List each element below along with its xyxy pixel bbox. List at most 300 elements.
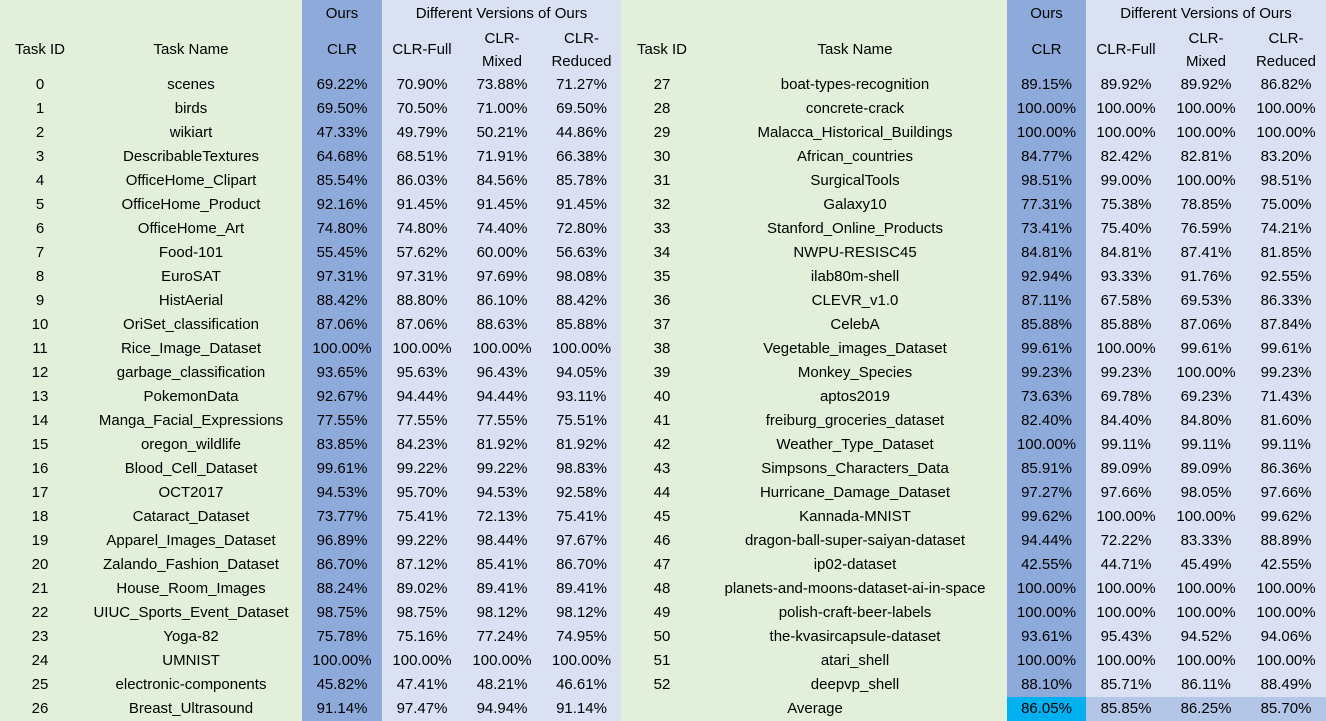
left-clr-reduced-value-cell: 92.58% xyxy=(556,484,607,501)
right-clr-mixed-value-cell: 69.53% xyxy=(1180,292,1232,309)
right-task-id-cell: 37 xyxy=(653,316,671,333)
right-clr-reduced-value-cell: 100.00% xyxy=(1256,604,1316,621)
left-clr-reduced-value-cell: 69.50% xyxy=(556,100,607,117)
right-clr-reduced-value-cell: 99.11% xyxy=(1261,436,1311,453)
left-clr-value-cell: 83.85% xyxy=(316,436,368,453)
table-row xyxy=(0,73,1326,97)
left-clr-reduced-value-cell: 98.83% xyxy=(556,460,607,477)
right-task-name-cell: NWPU-RESISC45 xyxy=(793,244,917,261)
right-clr-full-value-cell: 100.00% xyxy=(1096,508,1156,525)
right-clr-full-value-cell: 100.00% xyxy=(1096,124,1156,141)
table-row xyxy=(0,217,1326,241)
right-clr-value-cell: 93.61% xyxy=(1021,628,1072,645)
right-clr-reduced-value-cell: 74.21% xyxy=(1260,220,1312,237)
right-clr-mixed-value-cell: 86.11% xyxy=(1181,676,1231,693)
left-clr-full-value-cell: 87.12% xyxy=(396,556,448,573)
right-task-id-cell: 42 xyxy=(653,436,671,453)
left-clr-reduced-value-cell: 85.78% xyxy=(556,172,607,189)
right-clr-value-cell: 87.11% xyxy=(1021,292,1072,309)
clr-mixed-label: CLR- Mixed xyxy=(1185,29,1226,70)
left-clr-reduced-value-cell: 88.42% xyxy=(556,292,607,309)
right-task-name-cell: deepvp_shell xyxy=(810,676,900,693)
left-task-name-cell: Yoga-82 xyxy=(163,628,219,645)
table-row xyxy=(0,97,1326,121)
left-task-name-cell: UMNIST xyxy=(162,652,220,669)
table-row xyxy=(0,481,1326,505)
left-clr-full-value-cell: 49.79% xyxy=(396,124,448,141)
right-versions-group-header xyxy=(1086,0,1326,26)
right-clr-full-value-cell: 95.43% xyxy=(1100,628,1152,645)
left-clr-value-cell: 88.24% xyxy=(316,580,368,597)
left-task-id-cell: 15 xyxy=(31,436,49,453)
right-clr-mixed-value-cell: 100.00% xyxy=(1176,124,1236,141)
right-clr-mixed-value-cell: 82.81% xyxy=(1180,148,1232,165)
left-clr-full-value-cell: 95.70% xyxy=(396,484,448,501)
left-task-id-cell: 9 xyxy=(35,292,45,309)
left-task-name-cell: OfficeHome_Art xyxy=(137,220,245,237)
left-clr-mixed-value-cell: 97.69% xyxy=(476,268,528,285)
left-clr-mixed-value-cell: 71.91% xyxy=(476,148,528,165)
right-clr-full-value-cell: 100.00% xyxy=(1096,340,1156,357)
left-clr-value-cell: 100.00% xyxy=(312,340,372,357)
right-clr-value-cell: 100.00% xyxy=(1016,604,1077,621)
left-task-id-cell: 25 xyxy=(31,676,49,693)
right-clr-reduced-value-cell: 87.84% xyxy=(1260,316,1312,333)
right-clr-full-value-cell: 100.00% xyxy=(1096,604,1156,621)
left-clr-value-cell: 77.55% xyxy=(316,412,368,429)
right-clr-mixed-value-cell: 100.00% xyxy=(1176,580,1236,597)
left-task-name-cell: Zalando_Fashion_Dataset xyxy=(103,556,279,573)
average-label: Average xyxy=(787,700,843,717)
table-row xyxy=(0,649,1326,673)
left-task-id-cell: 17 xyxy=(31,484,49,501)
left-clr-mixed-header xyxy=(462,26,542,73)
right-clr-full-value-cell: 89.92% xyxy=(1100,76,1152,93)
left-clr-mixed-value-cell: 71.00% xyxy=(476,100,528,117)
table-row xyxy=(0,553,1326,577)
left-clr-full-header xyxy=(382,26,462,73)
left-clr-full-value-cell: 95.63% xyxy=(396,364,448,381)
left-clr-mixed-value-cell: 85.41% xyxy=(476,556,528,573)
left-task-id-cell: 4 xyxy=(35,172,45,189)
left-clr-full-value-cell: 86.03% xyxy=(396,172,448,189)
right-clr-header xyxy=(1007,26,1086,73)
left-clr-mixed-value-cell: 94.53% xyxy=(476,484,528,501)
right-clr-reduced-value-cell: 99.61% xyxy=(1260,340,1312,357)
left-clr-value-cell: 47.33% xyxy=(316,124,368,141)
right-clr-value-cell: 99.62% xyxy=(1021,508,1072,525)
right-task-name-cell: Weather_Type_Dataset xyxy=(776,436,934,453)
versions-group-label: Different Versions of Ours xyxy=(415,4,588,22)
right-clr-full-header xyxy=(1086,26,1166,73)
right-clr-mixed-value-cell: 99.11% xyxy=(1181,436,1231,453)
left-clr-value-cell: 97.31% xyxy=(316,268,368,285)
right-clr-full-value-cell: 100.00% xyxy=(1096,580,1156,597)
left-task-id-cell: 20 xyxy=(31,556,49,573)
left-task-name-cell: House_Room_Images xyxy=(116,580,266,597)
right-clr-full-value-cell: 72.22% xyxy=(1100,532,1152,549)
left-task-id-cell: 0 xyxy=(35,76,45,93)
left-clr-full-value-cell: 91.45% xyxy=(396,196,448,213)
left-clr-value-cell: 91.14% xyxy=(316,700,368,717)
right-task-id-cell: 44 xyxy=(653,484,671,501)
right-task-id-cell: 36 xyxy=(653,292,671,309)
right-task-id-cell: 41 xyxy=(653,412,671,429)
left-clr-value-cell: 99.61% xyxy=(316,460,368,477)
right-clr-mixed-value-cell: 89.09% xyxy=(1180,460,1232,477)
right-clr-full-value-cell: 84.81% xyxy=(1100,244,1152,261)
right-clr-reduced-value-cell: 81.85% xyxy=(1260,244,1312,261)
left-task-name-cell: Blood_Cell_Dataset xyxy=(124,460,258,477)
right-task-name-cell: Simpsons_Characters_Data xyxy=(761,460,949,477)
right-clr-value-cell: 73.41% xyxy=(1021,220,1072,237)
right-clr-mixed-value-cell: 83.33% xyxy=(1180,532,1232,549)
left-clr-reduced-value-cell: 91.45% xyxy=(556,196,607,213)
left-clr-reduced-value-cell: 97.67% xyxy=(556,532,607,549)
right-clr-reduced-value-cell: 88.89% xyxy=(1260,532,1312,549)
left-clr-header xyxy=(302,26,382,73)
right-clr-mixed-value-cell: 76.59% xyxy=(1180,220,1232,237)
right-clr-reduced-value-cell: 71.43% xyxy=(1260,388,1312,405)
right-task-id-cell: 40 xyxy=(653,388,671,405)
left-clr-mixed-value-cell: 77.55% xyxy=(476,412,528,429)
right-task-id-cell: 51 xyxy=(653,652,671,669)
right-task-name-cell: the-kvasircapsule-dataset xyxy=(769,628,941,645)
right-clr-value-cell: 100.00% xyxy=(1016,580,1077,597)
table-row xyxy=(0,169,1326,193)
right-task-id-cell: 29 xyxy=(653,124,671,141)
right-task-name-cell: dragon-ball-super-saiyan-dataset xyxy=(744,532,966,549)
left-task-id-cell: 8 xyxy=(35,268,45,285)
clr-label: CLR xyxy=(1031,41,1062,58)
left-clr-full-value-cell: 74.80% xyxy=(396,220,448,237)
left-clr-reduced-value-cell: 74.95% xyxy=(556,628,607,645)
right-clr-mixed-value-cell: 100.00% xyxy=(1176,100,1236,117)
table-row xyxy=(0,505,1326,529)
right-clr-reduced-value-cell: 100.00% xyxy=(1256,100,1316,117)
left-clr-reduced-value-cell: 100.00% xyxy=(551,652,612,669)
right-task-id-cell: 39 xyxy=(653,364,671,381)
right-task-id-cell: 33 xyxy=(653,220,671,237)
task-id-label: Task ID xyxy=(636,41,687,58)
right-clr-mixed-header xyxy=(1166,26,1246,73)
right-task-id-cell: 31 xyxy=(653,172,671,189)
left-clr-mixed-value-cell: 84.56% xyxy=(476,172,528,189)
table-row xyxy=(0,193,1326,217)
left-clr-reduced-value-cell: 44.86% xyxy=(556,124,607,141)
left-task-name-cell: Food-101 xyxy=(158,244,224,261)
left-clr-value-cell: 100.00% xyxy=(312,652,372,669)
right-clr-reduced-value-cell: 42.55% xyxy=(1260,556,1312,573)
clr-full-label: CLR-Full xyxy=(1096,41,1156,58)
table-row xyxy=(0,529,1326,553)
table-row xyxy=(0,673,1326,697)
right-clr-full-value-cell: 99.23% xyxy=(1100,364,1152,381)
table-row xyxy=(0,337,1326,361)
left-clr-mixed-value-cell: 72.13% xyxy=(476,508,528,525)
left-clr-reduced-value-cell: 89.41% xyxy=(556,580,607,597)
left-task-id-cell: 6 xyxy=(35,220,45,237)
left-clr-full-value-cell: 94.44% xyxy=(396,388,448,405)
left-clr-full-value-cell: 88.80% xyxy=(396,292,448,309)
left-clr-mixed-value-cell: 89.41% xyxy=(476,580,528,597)
left-task-name-cell: wikiart xyxy=(169,124,213,141)
right-task-id-cell: 27 xyxy=(653,76,671,93)
clr-full-label: CLR-Full xyxy=(392,41,452,58)
left-task-name-cell: Breast_Ultrasound xyxy=(128,700,254,717)
left-clr-value-cell: 74.80% xyxy=(316,220,368,237)
left-task-id-cell: 22 xyxy=(31,604,49,621)
right-clr-mixed-value-cell: 69.23% xyxy=(1180,388,1232,405)
left-task-name-cell: OfficeHome_Clipart xyxy=(125,172,257,189)
table-row xyxy=(0,601,1326,625)
left-clr-reduced-value-cell: 56.63% xyxy=(556,244,607,261)
right-task-id-cell: 45 xyxy=(653,508,671,525)
left-clr-full-value-cell: 75.41% xyxy=(396,508,448,525)
left-clr-value-cell: 87.06% xyxy=(316,316,368,333)
right-clr-value-cell: 88.10% xyxy=(1021,676,1072,693)
right-clr-value-cell: 99.61% xyxy=(1021,340,1072,357)
right-task-name-cell: freiburg_groceries_dataset xyxy=(765,412,945,429)
left-clr-reduced-value-cell: 94.05% xyxy=(556,364,607,381)
left-clr-mixed-value-cell: 100.00% xyxy=(472,652,532,669)
left-task-id-cell: 1 xyxy=(35,100,45,117)
table-row xyxy=(0,313,1326,337)
right-clr-mixed-value-cell: 78.85% xyxy=(1180,196,1232,213)
right-clr-reduced-value-cell: 100.00% xyxy=(1256,124,1316,141)
left-clr-value-cell: 93.65% xyxy=(316,364,368,381)
right-task-id-cell: 50 xyxy=(653,628,671,645)
left-task-name-cell: OriSet_classification xyxy=(123,316,259,333)
right-task-id-cell: 43 xyxy=(653,460,671,477)
right-task-name-cell: boat-types-recognition xyxy=(780,76,930,93)
right-clr-value-cell: 84.77% xyxy=(1021,148,1072,165)
left-clr-reduced-value-cell: 81.92% xyxy=(556,436,607,453)
task-name-label: Task Name xyxy=(153,41,229,58)
table-row xyxy=(0,409,1326,433)
right-clr-mixed-value-cell: 84.80% xyxy=(1180,412,1232,429)
right-task-name-cell: polish-craft-beer-labels xyxy=(778,604,932,621)
left-clr-full-value-cell: 99.22% xyxy=(396,532,448,549)
right-clr-value-cell: 100.00% xyxy=(1016,100,1077,117)
right-clr-full-value-cell: 84.40% xyxy=(1100,412,1152,429)
right-clr-full-value-cell: 85.88% xyxy=(1100,316,1152,333)
left-clr-full-value-cell: 89.02% xyxy=(396,580,448,597)
table-row xyxy=(0,145,1326,169)
right-clr-full-value-cell: 89.09% xyxy=(1100,460,1152,477)
left-task-id-cell: 5 xyxy=(35,196,45,213)
right-task-name-cell: Hurricane_Damage_Dataset xyxy=(759,484,951,501)
left-clr-mixed-value-cell: 94.44% xyxy=(476,388,528,405)
left-task-id-header xyxy=(0,26,80,73)
task-name-label: Task Name xyxy=(817,41,893,58)
left-clr-value-cell: 94.53% xyxy=(316,484,368,501)
right-clr-reduced-value-cell: 86.33% xyxy=(1260,292,1312,309)
left-clr-full-value-cell: 75.16% xyxy=(396,628,448,645)
left-clr-value-cell: 69.22% xyxy=(316,76,368,93)
right-clr-full-value-cell: 67.58% xyxy=(1100,292,1152,309)
left-clr-full-value-cell: 99.22% xyxy=(396,460,448,477)
average-clr-reduced-value: 85.70% xyxy=(1260,700,1312,717)
left-clr-mixed-value-cell: 50.21% xyxy=(476,124,528,141)
left-clr-value-cell: 69.50% xyxy=(316,100,368,117)
right-task-id-cell: 48 xyxy=(653,580,671,597)
right-clr-mixed-value-cell: 98.05% xyxy=(1180,484,1232,501)
right-clr-reduced-value-cell: 99.62% xyxy=(1260,508,1312,525)
left-clr-full-value-cell: 97.31% xyxy=(396,268,448,285)
left-task-name-cell: Apparel_Images_Dataset xyxy=(106,532,276,549)
right-task-name-cell: planets-and-moons-dataset-ai-in-space xyxy=(724,580,986,597)
right-task-name-cell: aptos2019 xyxy=(819,388,891,405)
right-clr-reduced-value-cell: 86.36% xyxy=(1260,460,1312,477)
left-clr-reduced-value-cell: 72.80% xyxy=(556,220,607,237)
ours-group-label: Ours xyxy=(1030,4,1063,22)
left-clr-value-cell: 92.16% xyxy=(316,196,368,213)
right-clr-full-value-cell: 97.66% xyxy=(1100,484,1152,501)
right-clr-full-value-cell: 75.40% xyxy=(1100,220,1152,237)
left-task-name-cell: scenes xyxy=(167,76,215,93)
right-clr-value-cell: 97.27% xyxy=(1021,484,1072,501)
right-clr-full-value-cell: 44.71% xyxy=(1100,556,1152,573)
right-task-id-cell: 30 xyxy=(653,148,671,165)
left-task-name-cell: DescribableTextures xyxy=(123,148,259,165)
right-task-name-cell: Galaxy10 xyxy=(823,196,887,213)
left-clr-value-cell: 96.89% xyxy=(316,532,368,549)
right-clr-value-cell: 98.51% xyxy=(1021,172,1072,189)
left-task-id-cell: 14 xyxy=(31,412,49,429)
right-task-name-cell: Kannada-MNIST xyxy=(799,508,911,525)
table-row xyxy=(0,241,1326,265)
average-clr-mixed-value: 86.25% xyxy=(1180,700,1232,717)
table-row xyxy=(0,385,1326,409)
right-clr-reduced-value-cell: 92.55% xyxy=(1260,268,1312,285)
right-clr-mixed-value-cell: 94.52% xyxy=(1180,628,1232,645)
table-row xyxy=(0,433,1326,457)
left-task-name-cell: UIUC_Sports_Event_Dataset xyxy=(93,604,289,621)
left-clr-value-cell: 86.70% xyxy=(316,556,368,573)
left-task-name-cell: Cataract_Dataset xyxy=(132,508,250,525)
left-clr-mixed-value-cell: 94.94% xyxy=(476,700,528,717)
right-clr-full-value-cell: 100.00% xyxy=(1096,100,1156,117)
left-clr-value-cell: 45.82% xyxy=(316,676,368,693)
right-clr-value-cell: 73.63% xyxy=(1021,388,1072,405)
left-clr-mixed-value-cell: 91.45% xyxy=(476,196,528,213)
right-clr-full-value-cell: 75.38% xyxy=(1100,196,1152,213)
right-clr-reduced-header xyxy=(1246,26,1326,73)
right-clr-full-value-cell: 85.71% xyxy=(1100,676,1152,693)
right-task-id-cell: 28 xyxy=(653,100,671,117)
left-clr-full-value-cell: 70.90% xyxy=(396,76,448,93)
left-clr-reduced-value-cell: 66.38% xyxy=(556,148,607,165)
left-task-id-cell: 23 xyxy=(31,628,49,645)
left-versions-group-header xyxy=(382,0,621,26)
right-task-name-cell: Malacca_Historical_Buildings xyxy=(757,124,953,141)
right-clr-full-value-cell: 93.33% xyxy=(1100,268,1152,285)
right-clr-reduced-value-cell: 83.20% xyxy=(1260,148,1312,165)
left-clr-mixed-value-cell: 74.40% xyxy=(476,220,528,237)
right-clr-full-value-cell: 69.78% xyxy=(1100,388,1152,405)
right-task-name-cell: ip02-dataset xyxy=(813,556,897,573)
clr-mixed-label: CLR- Mixed xyxy=(481,29,522,70)
table-row xyxy=(0,289,1326,313)
left-clr-value-cell: 92.67% xyxy=(316,388,368,405)
right-clr-reduced-value-cell: 98.51% xyxy=(1260,172,1312,189)
left-clr-mixed-value-cell: 96.43% xyxy=(476,364,528,381)
table-body xyxy=(0,73,1326,721)
right-clr-value-cell: 85.88% xyxy=(1021,316,1072,333)
left-clr-full-value-cell: 68.51% xyxy=(396,148,448,165)
left-clr-reduced-value-cell: 98.12% xyxy=(556,604,607,621)
right-clr-value-cell: 89.15% xyxy=(1021,76,1072,93)
right-clr-value-cell: 100.00% xyxy=(1016,436,1077,453)
left-task-name-cell: Manga_Facial_Expressions xyxy=(98,412,284,429)
left-task-id-cell: 19 xyxy=(31,532,49,549)
right-clr-value-cell: 42.55% xyxy=(1021,556,1072,573)
left-task-id-cell: 7 xyxy=(35,244,45,261)
left-clr-full-value-cell: 98.75% xyxy=(396,604,448,621)
left-clr-mixed-value-cell: 60.00% xyxy=(476,244,528,261)
table-row xyxy=(0,625,1326,649)
left-clr-mixed-value-cell: 98.12% xyxy=(476,604,528,621)
left-clr-reduced-value-cell: 71.27% xyxy=(556,76,607,93)
clr-label: CLR xyxy=(326,41,357,58)
right-clr-value-cell: 84.81% xyxy=(1021,244,1072,261)
right-clr-mixed-value-cell: 100.00% xyxy=(1176,508,1236,525)
left-ours-group-header xyxy=(302,0,382,26)
left-clr-value-cell: 85.54% xyxy=(316,172,368,189)
right-clr-mixed-value-cell: 100.00% xyxy=(1176,364,1236,381)
right-clr-value-cell: 94.44% xyxy=(1021,532,1072,549)
right-clr-mixed-value-cell: 87.41% xyxy=(1180,244,1232,261)
left-clr-mixed-value-cell: 86.10% xyxy=(476,292,528,309)
right-clr-mixed-value-cell: 89.92% xyxy=(1180,76,1232,93)
left-clr-reduced-value-cell: 86.70% xyxy=(556,556,607,573)
left-clr-full-value-cell: 87.06% xyxy=(396,316,448,333)
clr-reduced-label: CLR- Reduced xyxy=(1255,29,1317,70)
right-clr-value-cell: 82.40% xyxy=(1021,412,1072,429)
right-clr-value-cell: 100.00% xyxy=(1016,652,1077,669)
right-clr-full-value-cell: 100.00% xyxy=(1096,652,1156,669)
left-clr-mixed-value-cell: 73.88% xyxy=(476,76,528,93)
task-id-label: Task ID xyxy=(14,41,65,58)
left-task-name-cell: oregon_wildlife xyxy=(140,436,242,453)
left-task-id-cell: 13 xyxy=(31,388,49,405)
table-row xyxy=(0,121,1326,145)
right-clr-mixed-value-cell: 87.06% xyxy=(1180,316,1232,333)
left-task-name-cell: birds xyxy=(174,100,208,117)
right-task-id-cell: 35 xyxy=(653,268,671,285)
left-clr-mixed-value-cell: 99.22% xyxy=(476,460,528,477)
right-task-name-header xyxy=(703,26,1007,73)
left-clr-mixed-value-cell: 100.00% xyxy=(472,340,532,357)
left-clr-mixed-value-cell: 81.92% xyxy=(476,436,528,453)
left-task-id-cell: 2 xyxy=(35,124,45,141)
versions-group-label: Different Versions of Ours xyxy=(1120,4,1292,22)
right-task-id-cell: 38 xyxy=(653,340,671,357)
left-task-id-cell: 26 xyxy=(31,700,49,717)
left-task-id-cell: 3 xyxy=(35,148,45,165)
left-task-id-cell: 10 xyxy=(31,316,49,333)
left-clr-reduced-value-cell: 98.08% xyxy=(556,268,607,285)
left-task-name-cell: PokemonData xyxy=(143,388,239,405)
average-clr-full-value: 85.85% xyxy=(1100,700,1152,717)
right-ours-group-header xyxy=(1007,0,1086,26)
right-clr-mixed-value-cell: 100.00% xyxy=(1176,604,1236,621)
left-clr-reduced-value-cell: 85.88% xyxy=(556,316,607,333)
right-clr-mixed-value-cell: 100.00% xyxy=(1176,172,1236,189)
left-clr-value-cell: 55.45% xyxy=(316,244,368,261)
left-task-name-cell: OfficeHome_Product xyxy=(121,196,261,213)
